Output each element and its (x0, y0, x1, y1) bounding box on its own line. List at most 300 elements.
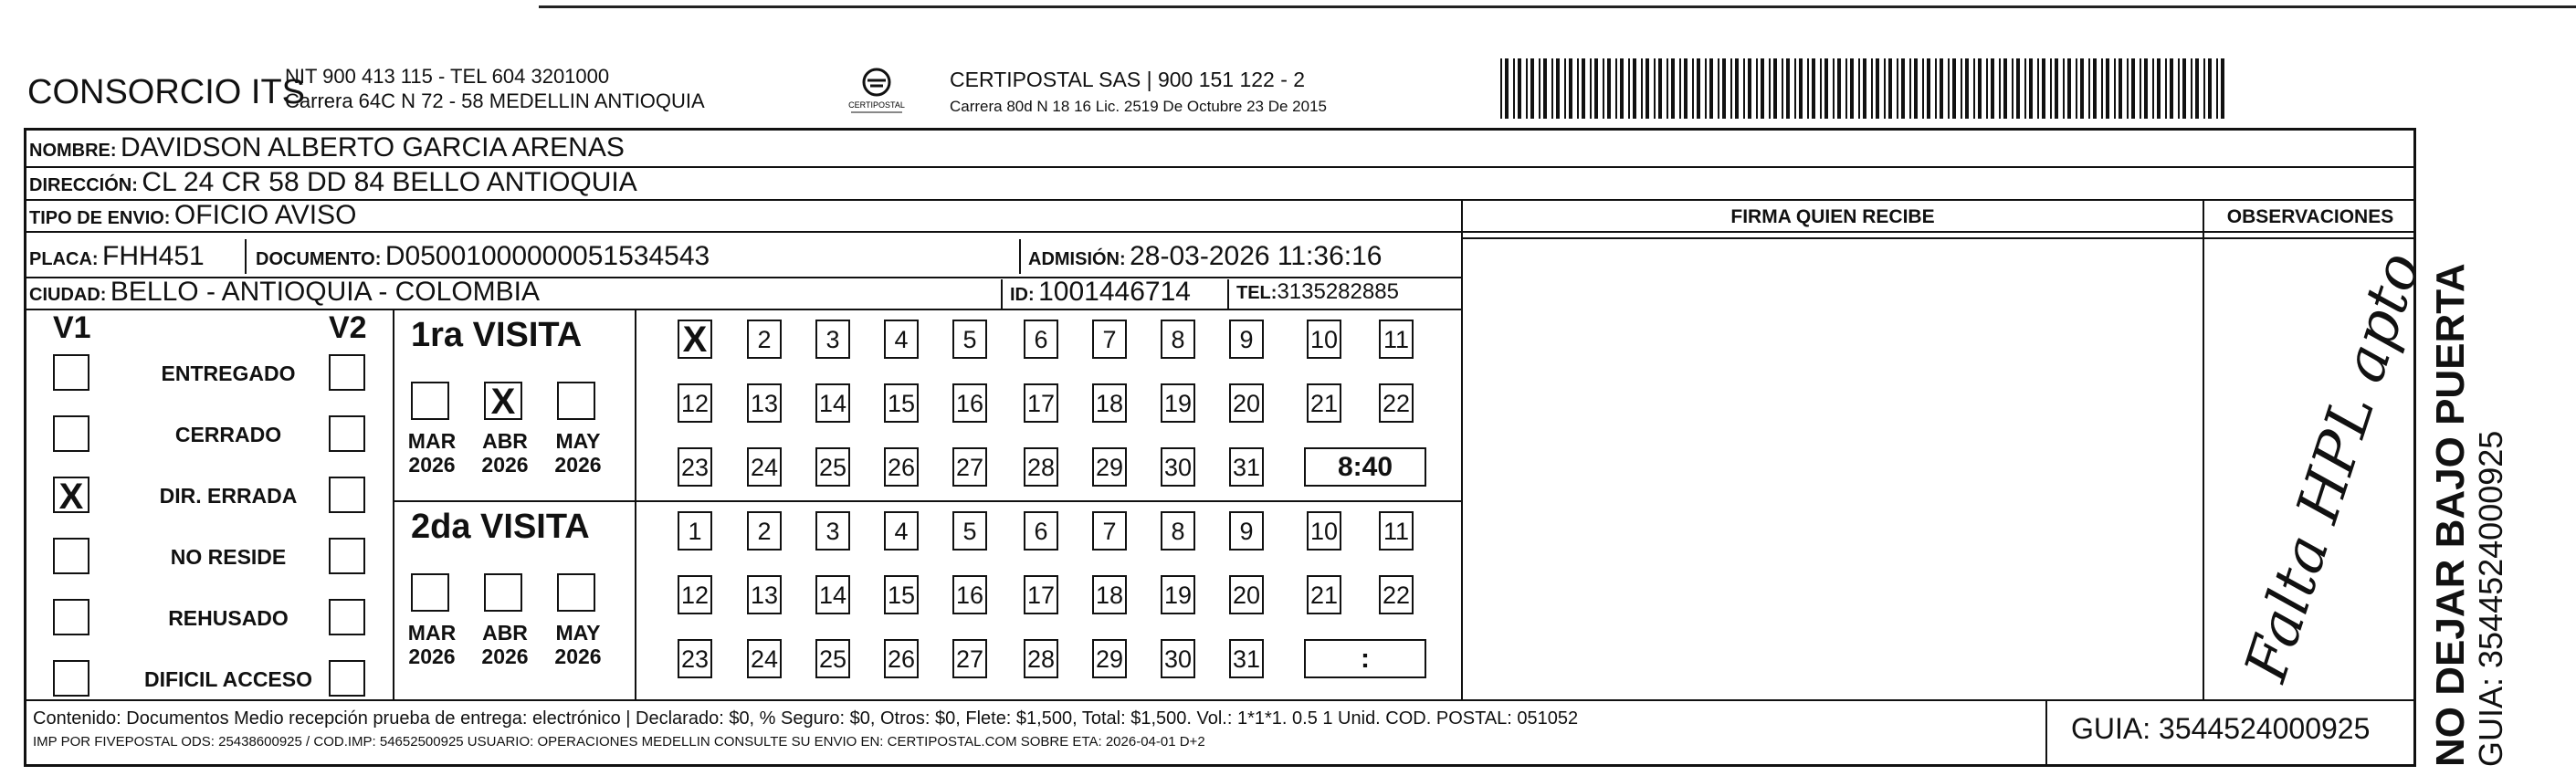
month-name: MAY (555, 429, 601, 453)
day-box[interactable] (1379, 575, 1414, 614)
day-box[interactable] (678, 447, 712, 487)
day-box[interactable] (815, 639, 850, 678)
barcode-bar (1620, 58, 1624, 119)
visit-time-field[interactable] (1304, 639, 1426, 678)
v1-checkbox[interactable] (53, 415, 89, 452)
day-number: 10 (1309, 518, 1339, 545)
barcode-bar (1628, 58, 1630, 119)
barcode-bar (1590, 58, 1592, 119)
company-info (285, 64, 705, 113)
day-box[interactable] (884, 575, 919, 614)
v2-checkbox[interactable] (329, 538, 365, 574)
day-box[interactable] (1229, 639, 1264, 678)
barcode-bar (1705, 58, 1707, 119)
barcode-bar (1718, 58, 1719, 119)
observaciones-note-text: Falta HPL apto (2232, 244, 2435, 689)
barcode-bar (1543, 58, 1547, 119)
day-number: 13 (750, 582, 779, 609)
barcode-bar (1513, 58, 1515, 119)
side-guia-text: GUIA: 3544524000925 (2472, 430, 2509, 767)
day-number: 3 (825, 326, 840, 353)
v2-checkbox[interactable] (329, 599, 365, 635)
barcode-bar (1577, 58, 1579, 119)
day-box[interactable] (1092, 383, 1127, 423)
day-number: 16 (955, 390, 984, 417)
day-box[interactable] (815, 383, 850, 423)
barcode-bar (2029, 58, 2033, 119)
col-divider (393, 309, 394, 699)
barcode-bar (2063, 58, 2065, 119)
field-separator (1019, 239, 1021, 274)
day-box[interactable] (678, 383, 712, 423)
barcode-bar (1684, 58, 1688, 119)
barcode-bar (1833, 58, 1835, 119)
barcode-bar (1594, 58, 1598, 119)
ciudad-value: BELLO - ANTIOQUIA - COLOMBIA (110, 277, 541, 307)
day-number: 20 (1232, 390, 1261, 417)
day-box[interactable] (1092, 511, 1127, 551)
placa-value: FHH451 (102, 241, 205, 271)
barcode-bar (2106, 58, 2109, 119)
day-number: 10 (1309, 326, 1339, 353)
barcode-bar (1569, 58, 1572, 119)
day-box[interactable] (1379, 511, 1414, 551)
day-box[interactable] (678, 511, 712, 551)
day-number: 19 (1163, 390, 1193, 417)
day-box[interactable] (815, 320, 850, 359)
admision-value: 28-03-2026 11:36:16 (1130, 241, 1383, 271)
day-box[interactable] (1024, 320, 1058, 359)
id-value: 1001446714 (1038, 277, 1191, 307)
barcode-bar (2195, 58, 2199, 119)
nombre-value: DAVIDSON ALBERTO GARCIA ARENAS (121, 132, 625, 163)
day-box[interactable] (884, 639, 919, 678)
barcode-bar (2024, 58, 2026, 119)
v1-checkbox[interactable] (53, 477, 89, 517)
barcode-bar (1667, 58, 1668, 119)
day-box[interactable] (1307, 383, 1341, 423)
barcode-bar (1692, 58, 1694, 119)
barcode-bar (1505, 58, 1509, 119)
day-box[interactable] (815, 447, 850, 487)
status-label: DIFICIL ACCESO (143, 667, 312, 691)
day-number: 14 (818, 582, 847, 609)
day-number: 19 (1163, 582, 1193, 609)
day-number: 13 (750, 390, 779, 417)
v2-checkbox[interactable] (329, 415, 365, 452)
day-number: 21 (1309, 390, 1339, 417)
barcode-bar (2152, 58, 2154, 119)
day-number: 26 (887, 454, 916, 481)
company-address: Carrera 64C N 72 - 58 MEDELLIN ANTIOQUIA (285, 89, 705, 112)
day-number: 31 (1232, 454, 1261, 481)
day-box[interactable] (884, 511, 919, 551)
barcode-bar (2076, 58, 2077, 119)
day-box[interactable] (1024, 447, 1058, 487)
barcode-bar (2012, 58, 2013, 119)
day-number: 30 (1163, 454, 1193, 481)
day-box[interactable] (1024, 511, 1058, 551)
day-number: 27 (955, 645, 984, 673)
month-year: 2026 (481, 453, 529, 477)
day-box[interactable] (1161, 639, 1195, 678)
barcode-bar (1986, 58, 1988, 119)
barcode-bar (2088, 58, 2090, 119)
row-divider (24, 199, 2416, 201)
footer-print-info: IMP POR FIVEPOSTAL ODS: 25438600925 / COD.IMP: 54652500925 USUARIO: OPERACIONES MEDELLIN CONSULTE SU ENVIO EN: CERTIPOSTAL.COM SOBRE ETA: 2026-04-01 D+2 (33, 734, 1205, 750)
month-checkbox[interactable] (411, 573, 449, 612)
day-box[interactable] (815, 575, 850, 614)
barcode-bar (1773, 58, 1777, 119)
day-number: 14 (818, 390, 847, 417)
day-box[interactable] (1161, 575, 1195, 614)
id-label: ID: (1010, 285, 1035, 305)
barcode-bar (2037, 58, 2039, 119)
day-number: 25 (818, 645, 847, 673)
day-box[interactable] (1161, 511, 1195, 551)
day-number: 22 (1382, 582, 1411, 609)
month-year: 2026 (554, 453, 602, 477)
barcode-bar (1782, 58, 1783, 119)
certipostal-license: Carrera 80d N 18 16 Lic. 2519 De Octubre 23 De 2015 (950, 98, 1327, 115)
check-mark: X (58, 477, 84, 517)
barcode-bar (1991, 58, 1994, 119)
day-box[interactable] (1161, 383, 1195, 423)
barcode-bar (1952, 58, 1956, 119)
day-number: 4 (894, 326, 909, 353)
row-divider (24, 231, 2416, 233)
certipostal-logo (840, 66, 913, 116)
day-number: 28 (1026, 454, 1056, 481)
day-number: 7 (1102, 326, 1117, 353)
day-box[interactable] (1307, 511, 1341, 551)
month-year: 2026 (408, 453, 456, 477)
month-label (400, 429, 464, 477)
barcode-bar (1837, 58, 1841, 119)
barcode-bar (2119, 58, 2122, 119)
visit-divider (393, 500, 1461, 502)
day-box[interactable] (747, 447, 782, 487)
certipostal-info (950, 66, 1327, 121)
day-box[interactable] (1229, 320, 1264, 359)
barcode-bar (1965, 58, 1969, 119)
barcode-bar (1654, 58, 1656, 119)
day-number: 11 (1383, 326, 1410, 353)
v2-checkbox[interactable] (329, 354, 365, 391)
barcode-bar (2101, 58, 2103, 119)
check-mark: X (682, 320, 708, 360)
day-box[interactable] (1092, 447, 1127, 487)
day-box[interactable] (1379, 383, 1414, 423)
v2-checkbox[interactable] (329, 660, 365, 697)
month-name: MAR (407, 429, 457, 453)
barcode-bar (1948, 58, 1950, 119)
barcode-bar (1807, 58, 1809, 119)
day-number: 17 (1026, 582, 1056, 609)
day-box[interactable] (747, 511, 782, 551)
day-box[interactable] (1092, 575, 1127, 614)
v1-checkbox[interactable] (53, 354, 89, 391)
barcode-bar (2127, 58, 2129, 119)
tel-field (1236, 279, 1399, 305)
col-divider (635, 309, 636, 699)
day-number: 5 (962, 518, 977, 545)
day-number: 29 (1095, 645, 1124, 673)
col-divider (2045, 699, 2047, 767)
day-box[interactable] (1024, 383, 1058, 423)
barcode-bar (1786, 58, 1790, 119)
month-checkbox[interactable] (557, 573, 595, 612)
day-number: 23 (680, 454, 710, 481)
day-box[interactable] (1307, 320, 1341, 359)
admision-label: ADMISIÓN: (1028, 249, 1126, 269)
barcode-bar (1735, 58, 1739, 119)
check-mark: X (490, 382, 516, 422)
observaciones-note (2228, 244, 2435, 694)
day-number: 12 (680, 390, 710, 417)
barcode-bar (1858, 58, 1860, 119)
visit-title: 1ra VISITA (411, 316, 583, 354)
barcode-bar (1615, 58, 1617, 119)
day-box[interactable] (1379, 320, 1414, 359)
day-box[interactable] (952, 320, 987, 359)
day-box[interactable] (815, 511, 850, 551)
observaciones-header: OBSERVACIONES (2226, 206, 2394, 227)
barcode-bar (2203, 58, 2205, 119)
day-number: 11 (1383, 518, 1410, 545)
barcode-bar (1973, 58, 1975, 119)
barcode-bar (1564, 58, 1566, 119)
day-box[interactable] (1229, 383, 1264, 423)
v2-checkbox[interactable] (329, 477, 365, 513)
day-box[interactable] (884, 383, 919, 423)
day-number: 26 (887, 645, 916, 673)
barcode (1500, 58, 2231, 119)
day-number: 15 (887, 390, 916, 417)
day-box[interactable] (1092, 320, 1127, 359)
certipostal-nit: CERTIPOSTAL SAS | 900 151 122 - 2 (950, 68, 1306, 91)
v1-checkbox[interactable] (53, 538, 89, 574)
day-number: 2 (757, 518, 772, 545)
month-checkbox[interactable] (411, 382, 449, 420)
barcode-bar (2003, 58, 2007, 119)
barcode-bar (1556, 58, 1560, 119)
day-number: 8 (1171, 518, 1185, 545)
barcode-bar (2182, 58, 2186, 119)
barcode-bar (1845, 58, 1847, 119)
day-box[interactable] (747, 575, 782, 614)
tipo-label: TIPO DE ENVIO: (29, 208, 171, 228)
barcode-bar (1922, 58, 1924, 119)
day-box[interactable] (747, 639, 782, 678)
day-number: 9 (1239, 518, 1254, 545)
day-box[interactable] (952, 447, 987, 487)
barcode-bar (1697, 58, 1700, 119)
day-box[interactable] (1161, 447, 1195, 487)
barcode-bar (2140, 58, 2141, 119)
month-label (400, 621, 464, 668)
barcode-bar (1935, 58, 1937, 119)
firma-header: FIRMA QUIEN RECIBE (1730, 206, 1935, 227)
barcode-bar (1671, 58, 1675, 119)
day-box[interactable] (1229, 447, 1264, 487)
barcode-bar (2165, 58, 2167, 119)
day-box[interactable] (1229, 575, 1264, 614)
tipo-value: OFICIO AVISO (173, 200, 357, 230)
v1-checkbox[interactable] (53, 660, 89, 697)
barcode-bar (2050, 58, 2052, 119)
barcode-bar (1756, 58, 1758, 119)
month-checkbox[interactable] (484, 573, 522, 612)
barcode-bar (1645, 58, 1649, 119)
day-number: 21 (1309, 582, 1339, 609)
barcode-bar (1978, 58, 1982, 119)
day-box[interactable] (952, 639, 987, 678)
day-box[interactable] (952, 383, 987, 423)
barcode-bar (2114, 58, 2116, 119)
barcode-bar (2170, 58, 2173, 119)
barcode-bar (1679, 58, 1681, 119)
visit-title: 2da VISITA (411, 508, 590, 546)
barcode-bar (2067, 58, 2071, 119)
day-number: 1 (688, 518, 702, 545)
barcode-bar (1539, 58, 1540, 119)
tel-value: 3135282885 (1277, 279, 1399, 304)
month-year: 2026 (554, 645, 602, 668)
row-divider (2203, 237, 2416, 239)
status-label: DIR. ERRADA (159, 484, 298, 508)
barcode-bar (1761, 58, 1764, 119)
signature-area (1463, 239, 2201, 697)
month-name: MAR (407, 621, 457, 645)
barcode-bar (2131, 58, 2135, 119)
month-label (473, 429, 537, 477)
day-number: 7 (1102, 518, 1117, 545)
direccion-label: DIRECCIÓN: (29, 175, 138, 195)
month-name: ABR (482, 429, 528, 453)
barcode-bar (1820, 58, 1822, 119)
month-checkbox[interactable] (484, 382, 522, 420)
barcode-bar (1799, 58, 1803, 119)
id-field (1010, 277, 1191, 308)
barcode-bar (1526, 58, 1528, 119)
month-name: MAY (555, 621, 601, 645)
day-box[interactable] (884, 320, 919, 359)
admision-field (1028, 241, 1382, 272)
barcode-bar (2157, 58, 2161, 119)
ciudad-label: CIUDAD: (29, 285, 107, 305)
day-number: 3 (825, 518, 840, 545)
barcode-bar (1888, 58, 1892, 119)
day-box[interactable] (1092, 639, 1127, 678)
no-dejar-text: NO DEJAR BAJO PUERTA (2428, 263, 2473, 767)
day-box[interactable] (678, 575, 712, 614)
day-box[interactable] (1024, 639, 1058, 678)
barcode-bar (1961, 58, 1962, 119)
barcode-bar (2144, 58, 2148, 119)
barcode-bar (2208, 58, 2212, 119)
barcode-bar (1607, 58, 1611, 119)
month-checkbox[interactable] (557, 382, 595, 420)
field-separator (245, 239, 247, 274)
barcode-bar (1884, 58, 1886, 119)
day-box[interactable] (1161, 320, 1195, 359)
day-number: 15 (887, 582, 916, 609)
barcode-bar (1658, 58, 1662, 119)
day-number: 18 (1095, 390, 1124, 417)
day-number: 4 (894, 518, 909, 545)
day-box[interactable] (678, 320, 712, 359)
tel-label: TEL: (1236, 283, 1277, 303)
guia-footer: GUIA: 3544524000925 (2071, 712, 2371, 745)
barcode-bar (2191, 58, 2192, 119)
day-box[interactable] (747, 320, 782, 359)
visit-time-field[interactable] (1304, 447, 1426, 487)
barcode-bar (1709, 58, 1713, 119)
status-label: NO RESIDE (170, 545, 287, 569)
day-number: 23 (680, 645, 710, 673)
barcode-bar (1927, 58, 1930, 119)
status-label: CERRADO (174, 423, 282, 446)
day-box[interactable] (1024, 575, 1058, 614)
day-box[interactable] (1229, 511, 1264, 551)
barcode-bar (2080, 58, 2084, 119)
month-year: 2026 (408, 645, 456, 668)
day-number: 30 (1163, 645, 1193, 673)
day-box[interactable] (952, 575, 987, 614)
barcode-bar (1603, 58, 1604, 119)
row-divider (24, 309, 1462, 310)
month-label (473, 621, 537, 668)
day-box[interactable] (1307, 575, 1341, 614)
status-label: ENTREGADO (161, 362, 296, 385)
barcode-bar (1518, 58, 1521, 119)
barcode-bar (1850, 58, 1854, 119)
top-rule (539, 5, 2576, 8)
day-number: 27 (955, 454, 984, 481)
barcode-bar (1530, 58, 1534, 119)
visit-time: : (1361, 644, 1370, 674)
svg-text:CERTIPOSTAL: CERTIPOSTAL (848, 100, 905, 110)
day-box[interactable] (884, 447, 919, 487)
day-number: 6 (1034, 518, 1048, 545)
ciudad-field (29, 277, 540, 308)
month-label (546, 621, 610, 668)
day-number: 5 (962, 326, 977, 353)
v1-checkbox[interactable] (53, 599, 89, 635)
day-number: 6 (1034, 326, 1048, 353)
day-number: 9 (1239, 326, 1254, 353)
barcode-bar (1769, 58, 1771, 119)
barcode-bar (1551, 58, 1553, 119)
documento-label: DOCUMENTO: (256, 249, 382, 269)
barcode-bar (1722, 58, 1726, 119)
day-box[interactable] (952, 511, 987, 551)
day-number: 29 (1095, 454, 1124, 481)
documento-field (256, 241, 710, 272)
barcode-bar (1901, 58, 1905, 119)
barcode-bar (1582, 58, 1585, 119)
day-box[interactable] (678, 639, 712, 678)
day-box[interactable] (747, 383, 782, 423)
company-name: CONSORCIO ITS (27, 73, 306, 111)
barcode-bar (1871, 58, 1873, 119)
barcode-bar (1863, 58, 1866, 119)
day-number: 24 (750, 645, 779, 673)
day-number: 16 (955, 582, 984, 609)
barcode-bar (1730, 58, 1732, 119)
col-divider (2203, 199, 2204, 699)
